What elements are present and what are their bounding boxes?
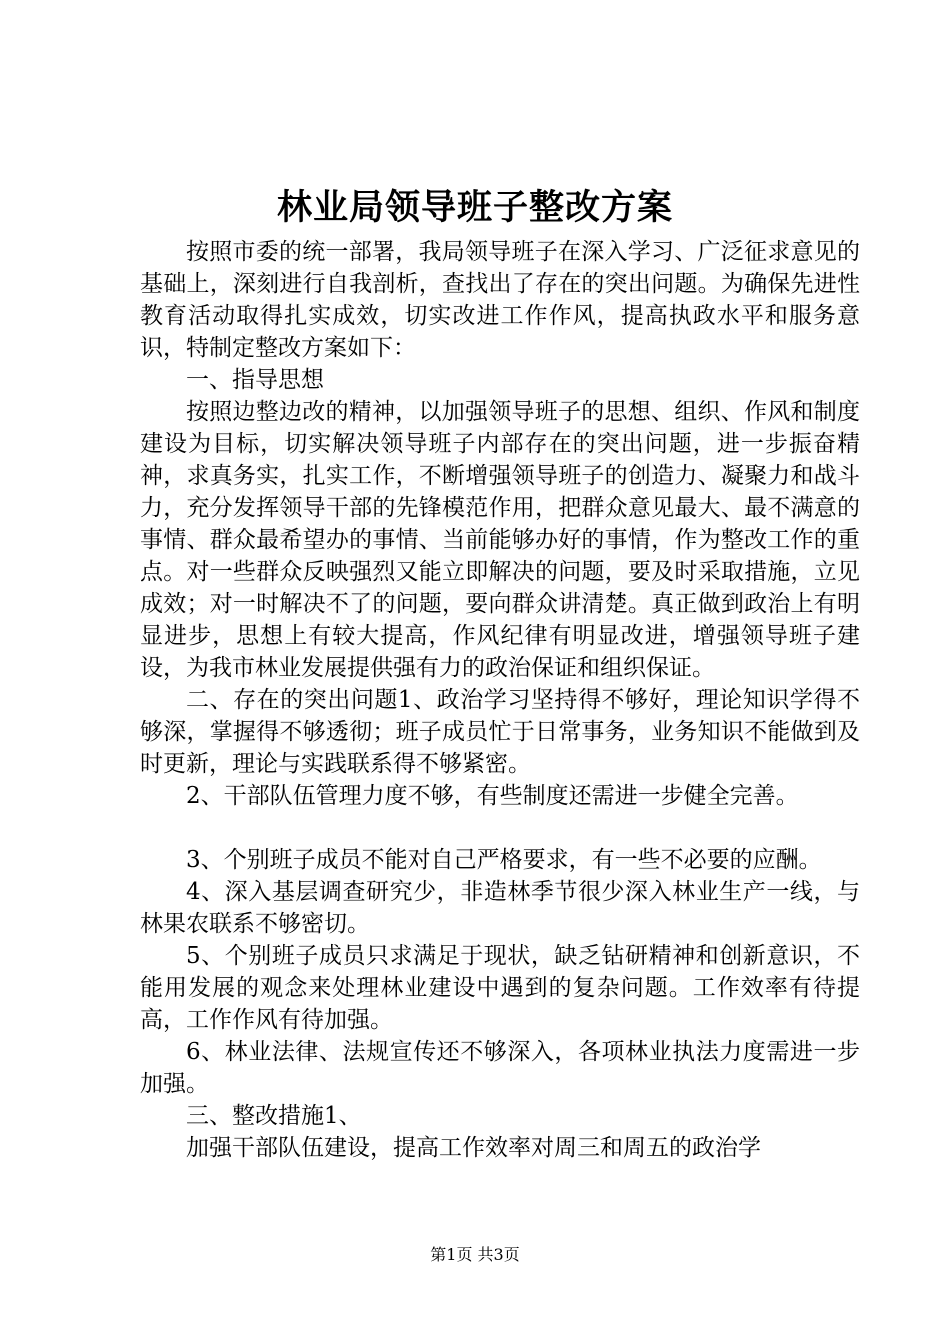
- paragraph-intro: 按照市委的统一部署，我局领导班子在深入学习、广泛征求意见的基础上，深刻进行自我剖析，查找出了存在的突出问题。为确保先进性教育活动取得扎实成效，切实改进工作作风，提高执政水平和服务意识，特制定整改方案如下：: [140, 239, 860, 361]
- paragraph-problems-4: 4、深入基层调查研究少，非造林季节很少深入林业生产一线，与林果农联系不够密切。: [140, 879, 860, 937]
- document-body: [140, 236, 860, 1164]
- heading-guiding-ideology: 一、指导思想: [186, 367, 324, 393]
- paragraph-guiding-ideology: 按照边整边改的精神，以加强领导班子的思想、组织、作风和制度建设为目标，切实解决领导班子内部存在的突出问题，进一步振奋精神，求真务实，扎实工作，不断增强领导班子的创造力、凝聚力和战斗力，充分发挥领导干部的先锋模范作用，把群众意见最大、最不满意的事情、群众最希望办的事情、当前能够办好的事情，作为整改工作的重点。对一些群众反映强烈又能立即解决的问题，要及时采取措施，立见成效；对一时解决不了的问题，要向群众讲清楚。真正做到政治上有明显进步，思想上有较大提高，作风纪律有明显改进，增强领导班子建设，为我市林业发展提供强有力的政治保证和组织保证。: [140, 399, 860, 681]
- page-indicator: 第1页 共3页: [430, 1245, 520, 1264]
- paragraph-problems-2: 2、干部队伍管理力度不够，有些制度还需进一步健全完善。: [186, 783, 799, 809]
- heading-rectification-measures: 三、整改措施1、: [186, 1103, 362, 1129]
- paragraph-problems-3: 3、个别班子成员不能对自己严格要求，有一些不必要的应酬。: [186, 847, 822, 873]
- paragraph-measures-1: 加强干部队伍建设，提高工作效率对周三和周五的政治学: [186, 1135, 761, 1161]
- paragraph-problems-5: 5、个别班子成员只求满足于现状，缺乏钻研精神和创新意识，不能用发展的观念来处理林业建设中遇到的复杂问题。工作效率有待提高，工作作风有待加强。: [140, 943, 860, 1033]
- paragraph-problems-1: 二、存在的突出问题1、政治学习坚持得不够好，理论知识学得不够深，掌握得不够透彻；班子成员忙于日常事务，业务知识不能做到及时更新，理论与实践联系得不够紧密。: [140, 687, 860, 777]
- paragraph-problems-6: 6、林业法律、法规宣传还不够深入，各项林业执法力度需进一步加强。: [140, 1039, 860, 1097]
- document-title: 林业局领导班子整改方案: [276, 187, 673, 228]
